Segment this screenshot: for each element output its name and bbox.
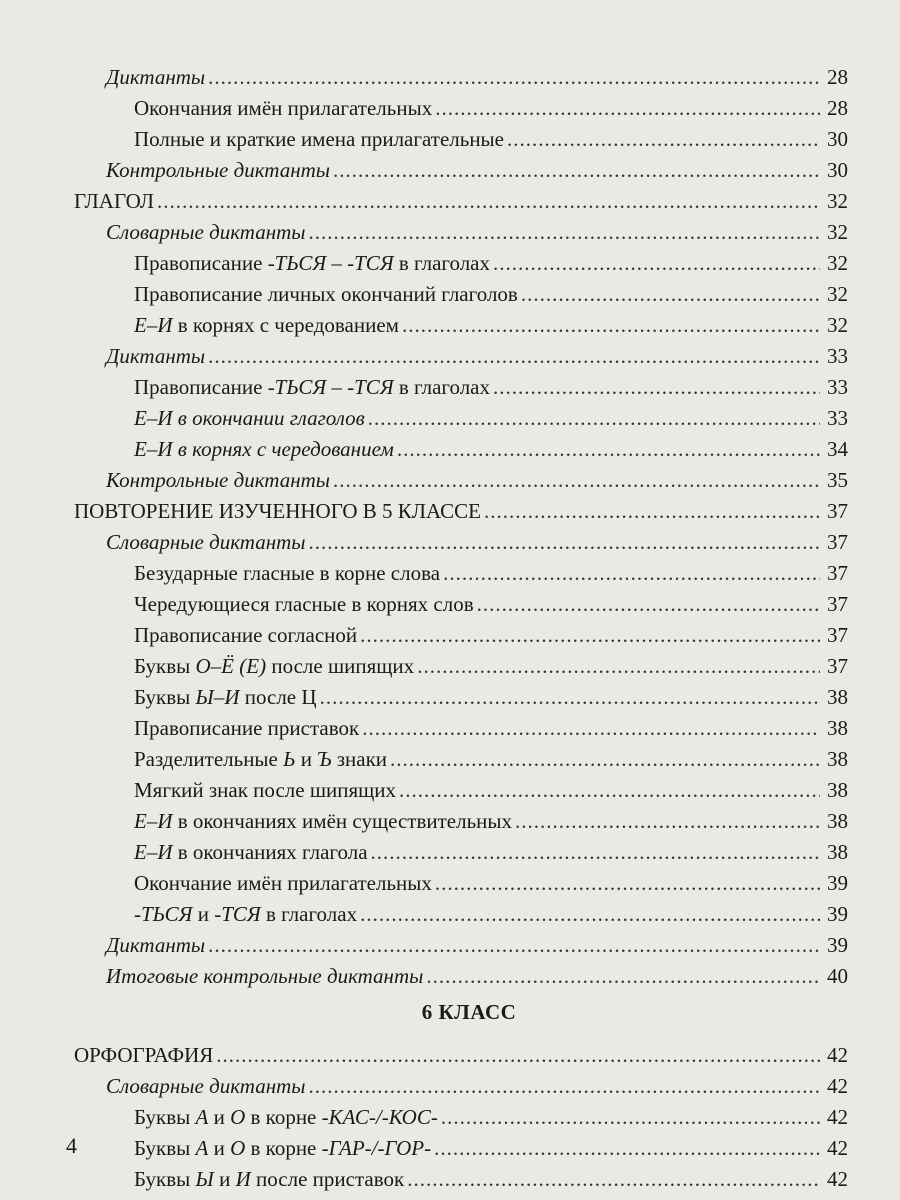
dot-leader bbox=[493, 251, 820, 275]
dot-leader bbox=[417, 654, 820, 678]
toc-page-number: 33 bbox=[827, 344, 848, 368]
toc-entry-text: Контрольные диктанты bbox=[106, 468, 331, 492]
dot-leader bbox=[493, 375, 820, 399]
toc-entry-text: Буквы bbox=[134, 1105, 196, 1129]
toc-entry-text: и bbox=[295, 747, 318, 771]
toc-entry-text: после Ц bbox=[239, 685, 317, 709]
toc-entry bbox=[0, 399, 900, 430]
toc-page-number: 37 bbox=[827, 623, 848, 647]
toc-entry bbox=[0, 647, 900, 678]
toc-entry-title bbox=[134, 685, 317, 709]
dot-leader bbox=[441, 1105, 820, 1129]
toc-entry bbox=[0, 275, 900, 306]
toc-page-number: 38 bbox=[827, 685, 848, 709]
toc-entry-text: Диктанты bbox=[106, 344, 206, 368]
toc-entry-text: в корне bbox=[245, 1136, 322, 1160]
toc-page-number: 40 bbox=[827, 964, 848, 988]
toc-entry-title bbox=[134, 592, 474, 616]
dot-leader bbox=[426, 964, 820, 988]
toc-entry-text: Ы–И bbox=[195, 685, 240, 709]
toc-entry-title bbox=[106, 933, 205, 957]
dot-leader bbox=[309, 1074, 821, 1098]
toc-entry bbox=[0, 182, 900, 213]
toc-page-number: 42 bbox=[827, 1105, 848, 1129]
toc-page-number: 38 bbox=[827, 716, 848, 740]
dot-leader bbox=[333, 468, 820, 492]
toc-entry-text: А bbox=[195, 1105, 209, 1129]
toc-entry-text: Буквы bbox=[134, 1167, 196, 1191]
toc-page-number: 37 bbox=[827, 654, 848, 678]
toc-page-number: 34 bbox=[827, 437, 848, 461]
toc-entry-title bbox=[134, 840, 368, 864]
toc-page-number: 32 bbox=[827, 251, 848, 275]
toc-entry-text: ГЛАГОЛ bbox=[74, 189, 154, 213]
toc-entry-title bbox=[74, 189, 154, 213]
toc-entry-text: Словарные диктанты bbox=[106, 1074, 306, 1098]
toc-entry-title bbox=[106, 65, 205, 89]
toc-page-number: 42 bbox=[827, 1136, 848, 1160]
toc-page-number: 38 bbox=[827, 778, 848, 802]
toc-entry-title bbox=[134, 251, 490, 275]
toc-entry bbox=[0, 1036, 900, 1067]
toc-entry-title bbox=[134, 902, 357, 926]
toc-entry-title bbox=[134, 561, 440, 585]
dot-leader bbox=[208, 344, 820, 368]
dot-leader bbox=[157, 189, 820, 213]
toc-entry bbox=[0, 461, 900, 492]
toc-entry-text: -ТЬСЯ – -ТСЯ bbox=[267, 375, 394, 399]
toc-page-number: 30 bbox=[827, 127, 848, 151]
dot-leader bbox=[309, 530, 821, 554]
toc-page-number: 37 bbox=[827, 499, 848, 523]
toc-entry bbox=[0, 213, 900, 244]
toc-entry bbox=[0, 895, 900, 926]
toc-page-number: 37 bbox=[827, 561, 848, 585]
toc-entry-text: и bbox=[192, 902, 215, 926]
toc-entry-text: Буквы bbox=[134, 1136, 196, 1160]
dot-leader bbox=[216, 1043, 820, 1067]
toc-entry-text: Буквы bbox=[134, 685, 196, 709]
toc-entry bbox=[0, 709, 900, 740]
toc-entry-title bbox=[106, 530, 306, 554]
toc-entry bbox=[0, 1129, 900, 1160]
toc-entry-title bbox=[106, 344, 205, 368]
toc-entry bbox=[0, 616, 900, 647]
toc-entry-text: Правописание приставок bbox=[134, 716, 360, 740]
toc-entry-text: Ы bbox=[195, 1167, 214, 1191]
toc-entry bbox=[0, 430, 900, 461]
dot-leader bbox=[435, 96, 820, 120]
toc-entry-text: знаки bbox=[331, 747, 388, 771]
toc-entry-text: Безударные гласные в корне слова bbox=[134, 561, 441, 585]
toc-entry bbox=[0, 833, 900, 864]
page-number: 4 bbox=[66, 1133, 77, 1158]
toc-entry bbox=[0, 585, 900, 616]
toc-entry bbox=[0, 1067, 900, 1098]
dot-leader bbox=[320, 685, 820, 709]
toc-entry-text: Мягкий знак после шипящих bbox=[134, 778, 397, 802]
toc-entry-title bbox=[134, 1136, 431, 1160]
toc-page-number: 42 bbox=[827, 1167, 848, 1191]
toc-page-number: 33 bbox=[827, 406, 848, 430]
toc-page-number: 28 bbox=[827, 65, 848, 89]
toc-page-number: 37 bbox=[827, 592, 848, 616]
dot-leader bbox=[402, 313, 820, 337]
toc-page-number: 38 bbox=[827, 809, 848, 833]
toc-entry-text: Ь bbox=[283, 747, 296, 771]
toc-entry-text: Словарные диктанты bbox=[106, 530, 306, 554]
toc-page-number: 28 bbox=[827, 96, 848, 120]
toc-entry-title bbox=[106, 220, 306, 244]
toc-entry bbox=[0, 523, 900, 554]
toc-entry-title bbox=[106, 964, 423, 988]
toc-entry-text: ПОВТОРЕНИЕ ИЗУЧЕННОГО В 5 КЛАССЕ bbox=[74, 499, 481, 523]
toc-page-number: 38 bbox=[827, 840, 848, 864]
toc-entry-text: А bbox=[195, 1136, 209, 1160]
toc-entry-text: Правописание личных окончаний глаголов bbox=[134, 282, 518, 306]
toc-page-number: 35 bbox=[827, 468, 848, 492]
toc-entry-text: Чередующиеся гласные в корнях слов bbox=[134, 592, 474, 616]
toc-entry-text: Диктанты bbox=[106, 65, 206, 89]
toc-entry-text: Словарные диктанты bbox=[106, 220, 306, 244]
toc-entry-title bbox=[134, 406, 365, 430]
toc-entry bbox=[0, 1160, 900, 1191]
toc-entry-text: и bbox=[213, 1167, 236, 1191]
toc-entry bbox=[0, 492, 900, 523]
toc-entry bbox=[0, 337, 900, 368]
toc-entry-text: в окончаниях имён существительных bbox=[172, 809, 513, 833]
dot-leader bbox=[208, 65, 820, 89]
dot-leader bbox=[435, 871, 820, 895]
toc-page-number: 38 bbox=[827, 747, 848, 771]
dot-leader bbox=[333, 158, 820, 182]
toc-entry bbox=[0, 244, 900, 275]
toc-entry-text: Диктанты bbox=[106, 933, 206, 957]
dot-leader bbox=[515, 809, 820, 833]
toc-entry-title bbox=[106, 158, 330, 182]
toc-entry-text: Е–И bbox=[134, 840, 173, 864]
dot-leader bbox=[397, 437, 820, 461]
dot-leader bbox=[208, 933, 820, 957]
toc-entry bbox=[0, 306, 900, 337]
toc-entry-text: О bbox=[230, 1105, 246, 1129]
toc-entry-title bbox=[134, 747, 387, 771]
section-heading bbox=[0, 988, 900, 1036]
toc-entry-text: Ъ bbox=[317, 747, 332, 771]
toc-page-number: 33 bbox=[827, 375, 848, 399]
toc-entry-text: -КАС-/-КОС- bbox=[321, 1105, 438, 1129]
toc-entry-text: Е–И в корнях с чередованием bbox=[134, 437, 394, 461]
toc-entry-title bbox=[74, 499, 481, 523]
toc-entry-text: Е–И bbox=[134, 809, 173, 833]
toc-page-number: 39 bbox=[827, 933, 848, 957]
toc-entry-title bbox=[134, 623, 357, 647]
toc-page-number: 39 bbox=[827, 902, 848, 926]
dot-leader bbox=[362, 716, 820, 740]
toc-entry-text: Контрольные диктанты bbox=[106, 158, 331, 182]
toc-entry-title bbox=[134, 313, 399, 337]
dot-leader bbox=[309, 220, 821, 244]
toc-entry-text: -ГАР-/-ГОР- bbox=[321, 1136, 432, 1160]
toc-entry bbox=[0, 58, 900, 89]
toc-entry-text: -ТЬСЯ bbox=[134, 902, 193, 926]
toc-page-number: 32 bbox=[827, 313, 848, 337]
toc-entry bbox=[0, 802, 900, 833]
toc-entry-title bbox=[106, 1074, 306, 1098]
dot-leader bbox=[407, 1167, 820, 1191]
toc-entry bbox=[0, 864, 900, 895]
dot-leader bbox=[507, 127, 820, 151]
toc-entry-text: Разделительные bbox=[134, 747, 284, 771]
toc-entry-text: Правописание bbox=[134, 251, 268, 275]
toc-entry-text: Е–И bbox=[134, 313, 173, 337]
toc-entry-text: после шипящих bbox=[266, 654, 415, 678]
toc-entry-text: О–Ё (Е) bbox=[195, 654, 267, 678]
toc-entry-text: Правописание согласной bbox=[134, 623, 358, 647]
toc-entry-text: и bbox=[208, 1105, 231, 1129]
toc-entry bbox=[0, 957, 900, 988]
dot-leader bbox=[484, 499, 820, 523]
toc-entry-title bbox=[134, 716, 359, 740]
toc-entry-title bbox=[134, 1105, 438, 1129]
toc-entry-title bbox=[134, 809, 512, 833]
toc-entry-text: Полные и краткие имена прилагательные bbox=[134, 127, 504, 151]
toc-entry-text: Правописание bbox=[134, 375, 268, 399]
toc-page-number: 42 bbox=[827, 1074, 848, 1098]
section-heading-text: 6 КЛАСС bbox=[421, 999, 517, 1024]
toc-page-number: 32 bbox=[827, 282, 848, 306]
toc-entry-title bbox=[134, 437, 394, 461]
toc-entry-title bbox=[134, 778, 396, 802]
toc-entry bbox=[0, 89, 900, 120]
toc-entry-text: И bbox=[235, 1167, 251, 1191]
toc-entry-text: -ТЬСЯ – -ТСЯ bbox=[267, 251, 394, 275]
toc-entry-title bbox=[134, 654, 414, 678]
toc-entry bbox=[0, 926, 900, 957]
toc-entry-text: Е–И в окончании глаголов bbox=[134, 406, 365, 430]
toc-entry-title bbox=[134, 96, 432, 120]
toc-entry bbox=[0, 151, 900, 182]
toc-entry-text: ОРФОГРАФИЯ bbox=[74, 1043, 214, 1067]
toc-entry-text: в окончаниях глагола bbox=[172, 840, 368, 864]
toc-entry-title bbox=[106, 468, 330, 492]
dot-leader bbox=[399, 778, 820, 802]
toc-entry-text: и bbox=[208, 1136, 231, 1160]
dot-leader bbox=[360, 623, 820, 647]
dot-leader bbox=[360, 902, 820, 926]
toc-entry bbox=[0, 1098, 900, 1129]
toc-entry-text: Окончания имён прилагательных bbox=[134, 96, 433, 120]
toc-entry bbox=[0, 120, 900, 151]
toc-entry-text: Буквы bbox=[134, 654, 196, 678]
toc-entry-title bbox=[134, 871, 432, 895]
toc-page-number: 30 bbox=[827, 158, 848, 182]
dot-leader bbox=[477, 592, 820, 616]
toc-entry-title bbox=[134, 1167, 404, 1191]
dot-leader bbox=[390, 747, 820, 771]
dot-leader bbox=[368, 406, 820, 430]
toc-entry-text: в глаголах bbox=[260, 902, 358, 926]
dot-leader bbox=[443, 561, 820, 585]
toc-entry-title bbox=[134, 282, 518, 306]
toc-entry-text: -ТСЯ bbox=[214, 902, 261, 926]
toc-page-number: 32 bbox=[827, 189, 848, 213]
table-of-contents bbox=[0, 58, 900, 1191]
dot-leader bbox=[371, 840, 820, 864]
toc-entry-text: после приставок bbox=[250, 1167, 405, 1191]
toc-entry-text: Итоговые контрольные диктанты bbox=[106, 964, 424, 988]
toc-entry-title bbox=[134, 127, 504, 151]
toc-entry bbox=[0, 368, 900, 399]
toc-entry bbox=[0, 771, 900, 802]
dot-leader bbox=[521, 282, 820, 306]
dot-leader bbox=[434, 1136, 820, 1160]
toc-page-number: 32 bbox=[827, 220, 848, 244]
toc-page-number: 42 bbox=[827, 1043, 848, 1067]
toc-entry-text: в глаголах bbox=[393, 251, 491, 275]
toc-entry-title bbox=[134, 375, 490, 399]
toc-entry-text: в глаголах bbox=[393, 375, 491, 399]
toc-entry bbox=[0, 678, 900, 709]
toc-entry-title bbox=[74, 1043, 213, 1067]
toc-entry-text: в корне bbox=[245, 1105, 322, 1129]
toc-page-number: 39 bbox=[827, 871, 848, 895]
toc-entry-text: в корнях с чередованием bbox=[172, 313, 399, 337]
toc-page-number: 37 bbox=[827, 530, 848, 554]
toc-entry-text: О bbox=[230, 1136, 246, 1160]
toc-entry-text: Окончание имён прилагательных bbox=[134, 871, 432, 895]
toc-entry bbox=[0, 554, 900, 585]
toc-entry bbox=[0, 740, 900, 771]
